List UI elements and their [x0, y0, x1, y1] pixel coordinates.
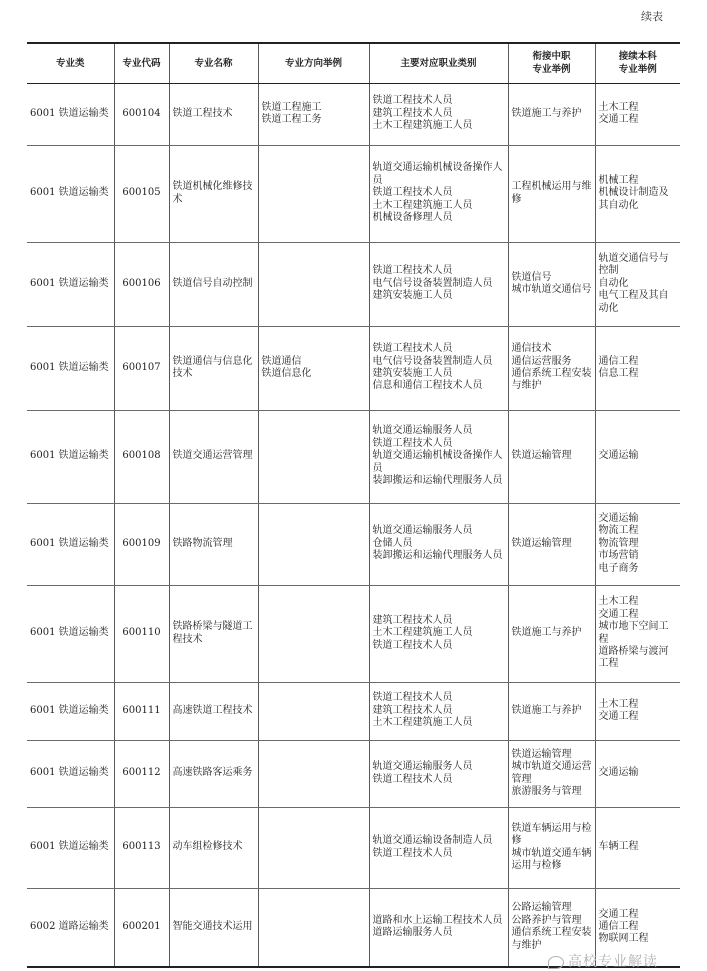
jobs-cell-line: 建筑工程技术人员: [372, 614, 453, 626]
table-row: [27, 807, 680, 888]
secondary-cell: [508, 807, 595, 888]
major-name-cell: 动车组检修技术: [169, 807, 258, 888]
jobs-cell-line: 轨道交通运输机械设备操作人员: [372, 450, 503, 474]
jobs-cell: [369, 807, 508, 888]
jobs-cell-line: 铁道工程技术人员: [372, 187, 453, 199]
major-name-cell: 高速铁路客运乘务: [169, 740, 258, 807]
code-cell: 600110: [114, 585, 169, 682]
jobs-cell: [369, 585, 508, 682]
table-row: [27, 740, 680, 807]
secondary-cell-line: 城市轨道交通信号: [511, 284, 592, 295]
bachelor-cell-line: 土木工程: [598, 596, 639, 608]
bachelor-cell-line: 交通工程: [598, 608, 639, 620]
direction-cell: [258, 888, 369, 967]
table-header-row: [27, 43, 680, 83]
bachelor-cell: [595, 83, 680, 145]
jobs-cell-line: 铁道工程技术人员: [372, 265, 453, 277]
jobs-cell-line: 建筑安装施工人员: [372, 368, 453, 379]
jobs-cell-line: 铁道工程技术人员: [372, 95, 453, 107]
bachelor-cell-line: 机械设计制造及其自动化: [598, 187, 669, 211]
watermark-text: 高校专业解读: [568, 954, 658, 970]
code-cell: 600105: [114, 145, 169, 242]
jobs-cell-line: 铁道工程技术人员: [372, 773, 453, 785]
direction-cell: [258, 83, 369, 145]
jobs-cell-line: 轨道交通运输服务人员: [372, 761, 473, 773]
header-bachelor: [595, 43, 680, 83]
bachelor-cell-line: 通信工程: [598, 921, 639, 933]
bachelor-cell-line: 物流管理: [598, 537, 639, 549]
secondary-cell-line: 公路养护与管理: [511, 914, 582, 926]
jobs-cell-line: 铁道工程技术人员: [372, 343, 453, 355]
secondary-cell: [508, 145, 595, 242]
major-catalog-table: [27, 42, 680, 968]
header-name: 专业名称: [169, 43, 258, 83]
bachelor-cell-line: 物联网工程: [598, 933, 649, 945]
secondary-cell: [508, 682, 595, 740]
bachelor-cell-line: 交通工程: [598, 908, 639, 920]
header-jobs: 主要对应职业类别: [369, 43, 508, 83]
bachelor-cell-line: 土木工程: [598, 101, 639, 113]
bachelor-cell-line: 道路桥梁与渡河工程: [598, 645, 669, 670]
direction-cell: [258, 503, 369, 585]
secondary-cell-line: 铁道施工与养护: [511, 627, 582, 639]
bachelor-cell: [595, 807, 680, 888]
bachelor-cell: [595, 503, 680, 585]
jobs-cell-line: 装卸搬运和运输代理服务人员: [372, 550, 503, 562]
jobs-cell: [369, 83, 508, 145]
direction-cell: [258, 682, 369, 740]
direction-cell: [258, 326, 369, 410]
table-row: [27, 585, 680, 682]
table-row: [27, 83, 680, 145]
code-cell: 600112: [114, 740, 169, 807]
jobs-cell-line: 建筑工程技术人员: [372, 107, 453, 119]
jobs-cell-line: 轨道交通运输服务人员: [372, 425, 473, 437]
direction-cell-line: 铁道信息化: [261, 368, 312, 379]
major-name-cell: 高速铁道工程技术: [169, 682, 258, 740]
bachelor-cell: [595, 740, 680, 807]
table-row: [27, 503, 680, 585]
jobs-cell-line: 轨道交通运输服务人员: [372, 525, 473, 537]
jobs-cell-line: 仓储人员: [372, 537, 413, 549]
jobs-cell-line: 电气信号设备装置制造人员: [372, 355, 493, 367]
major-name-cell: 铁道工程技术: [169, 83, 258, 145]
jobs-cell-line: 信息和通信工程技术人员: [372, 380, 483, 392]
jobs-cell-line: 铁道工程技术人员: [372, 692, 453, 704]
major-name-cell: 铁道信号自动控制: [169, 242, 258, 326]
header-bachelor-line1: 接续本科: [618, 51, 657, 63]
code-cell: 600109: [114, 503, 169, 585]
jobs-cell-line: 道路和水上运输工程技术人员: [372, 914, 503, 926]
header-secondary: [508, 43, 595, 83]
major-name-cell: 铁路桥梁与隧道工程技术: [169, 585, 258, 682]
major-name-cell: 铁道通信与信息化技术: [169, 326, 258, 410]
bachelor-cell-line: 信息工程: [598, 368, 639, 379]
category-cell: 6001 铁道运输类: [27, 740, 114, 807]
bachelor-cell-line: 车辆工程: [598, 841, 639, 853]
secondary-cell: [508, 242, 595, 326]
secondary-cell: [508, 740, 595, 807]
table-row: [27, 326, 680, 410]
code-cell: 600108: [114, 410, 169, 503]
secondary-cell-line: 城市轨道交通车辆运用与检修: [511, 847, 592, 871]
category-cell: 6002 道路运输类: [27, 888, 114, 967]
code-cell: 600104: [114, 83, 169, 145]
secondary-cell-line: 通信系统工程安装与维护: [511, 927, 592, 951]
bachelor-cell: [595, 682, 680, 740]
secondary-cell-line: 城市轨道交通运营管理: [511, 761, 592, 785]
direction-cell: [258, 740, 369, 807]
major-name-cell: 铁道交通运营管理: [169, 410, 258, 503]
code-cell: 600106: [114, 242, 169, 326]
jobs-cell-line: 轨道交通运输机械设备操作人员: [372, 162, 503, 186]
direction-cell: [258, 242, 369, 326]
jobs-cell: [369, 410, 508, 503]
jobs-cell-line: 道路运输服务人员: [372, 927, 453, 939]
bachelor-cell-line: 机械工程: [598, 174, 639, 186]
bachelor-cell-line: 轨道交通信号与控制: [598, 252, 669, 277]
secondary-cell-line: 工程机械运用与维修: [511, 181, 592, 205]
bachelor-cell-line: 城市地下空间工程: [598, 621, 669, 645]
header-code: 专业代码: [114, 43, 169, 83]
bachelor-cell-line: 通信工程: [598, 355, 639, 367]
bachelor-cell-line: 交通运输: [598, 512, 639, 524]
secondary-cell-line: 铁道施工与养护: [511, 107, 582, 119]
bachelor-cell-line: 市场营销: [598, 550, 639, 562]
secondary-cell: [508, 83, 595, 145]
category-cell: 6001 铁道运输类: [27, 585, 114, 682]
bachelor-cell-line: 交通运输: [598, 450, 639, 462]
table-row: [27, 410, 680, 503]
category-cell: 6001 铁道运输类: [27, 83, 114, 145]
code-cell: 600107: [114, 326, 169, 410]
secondary-cell: [508, 326, 595, 410]
category-cell: 6001 铁道运输类: [27, 242, 114, 326]
table-body: [27, 83, 680, 967]
bachelor-cell: [595, 242, 680, 326]
direction-cell: [258, 585, 369, 682]
secondary-cell: [508, 503, 595, 585]
jobs-cell: [369, 145, 508, 242]
bachelor-cell-line: 电气工程及其自动化: [598, 290, 669, 314]
header-secondary-line1: 衔接中职: [532, 51, 571, 63]
category-cell: 6001 铁道运输类: [27, 145, 114, 242]
category-cell: 6001 铁道运输类: [27, 326, 114, 410]
jobs-cell-line: 机械设备修理人员: [372, 212, 453, 224]
secondary-cell-line: 铁道运输管理: [511, 748, 572, 760]
code-cell: 600111: [114, 682, 169, 740]
header-category: 专业类: [27, 43, 114, 83]
category-cell: 6001 铁道运输类: [27, 410, 114, 503]
secondary-cell-line: 铁道车辆运用与检修: [511, 822, 592, 847]
secondary-cell-line: 铁道运输管理: [511, 450, 572, 462]
bachelor-cell-line: 交通工程: [598, 711, 639, 722]
bachelor-cell: [595, 410, 680, 503]
header-secondary-line2: 专业举例: [532, 64, 571, 76]
jobs-cell: [369, 682, 508, 740]
jobs-cell-line: 土木工程建筑施工人员: [372, 199, 473, 211]
category-cell: 6001 铁道运输类: [27, 807, 114, 888]
header-direction: 专业方向举例: [258, 43, 369, 83]
jobs-cell-line: 建筑工程技术人员: [372, 704, 453, 716]
secondary-cell-line: 通信技术: [511, 343, 552, 355]
bachelor-cell: [595, 326, 680, 410]
jobs-cell: [369, 326, 508, 410]
category-cell: 6001 铁道运输类: [27, 503, 114, 585]
table-row: [27, 145, 680, 242]
bachelor-cell-line: 土木工程: [598, 698, 639, 710]
jobs-cell-line: 铁道工程技术人员: [372, 437, 453, 449]
jobs-cell-line: 电气信号设备装置制造人员: [372, 277, 493, 289]
jobs-cell-line: 轨道交通运输设备制造人员: [372, 835, 493, 847]
jobs-cell-line: 装卸搬运和运输代理服务人员: [372, 475, 503, 487]
bachelor-cell-line: 交通工程: [598, 114, 639, 125]
category-cell: 6001 铁道运输类: [27, 682, 114, 740]
major-name-cell: 铁路物流管理: [169, 503, 258, 585]
bachelor-cell-line: 自动化: [598, 277, 629, 289]
secondary-cell-line: 铁道运输管理: [511, 537, 572, 549]
direction-cell-line: 铁道工程施工: [261, 101, 322, 113]
bachelor-cell-line: 物流工程: [598, 525, 639, 537]
major-name-cell: 智能交通技术运用: [169, 888, 258, 967]
watermark: [548, 951, 658, 971]
bachelor-cell-line: 交通运输: [598, 767, 639, 779]
jobs-cell: [369, 242, 508, 326]
jobs-cell-line: 铁道工程技术人员: [372, 639, 453, 651]
secondary-cell-line: 通信运营服务: [511, 355, 572, 367]
major-name-cell: 铁道机械化维修技术: [169, 145, 258, 242]
jobs-cell: [369, 740, 508, 807]
direction-cell-line: 铁道通信: [261, 355, 302, 367]
direction-cell: [258, 807, 369, 888]
direction-cell: [258, 410, 369, 503]
table-row: [27, 682, 680, 740]
code-cell: 600113: [114, 807, 169, 888]
bachelor-cell: [595, 585, 680, 682]
jobs-cell-line: 土木工程建筑施工人员: [372, 717, 473, 729]
continued-label: 续表: [641, 10, 663, 23]
direction-cell-line: 铁道工程工务: [261, 114, 322, 125]
jobs-cell: [369, 888, 508, 967]
code-cell: 600201: [114, 888, 169, 967]
bachelor-cell-line: 电子商务: [598, 562, 639, 574]
table-row: [27, 242, 680, 326]
secondary-cell-line: 通信系统工程安装与维护: [511, 368, 592, 392]
secondary-cell: [508, 410, 595, 503]
secondary-cell-line: 铁道信号: [511, 271, 552, 283]
bachelor-cell: [595, 145, 680, 242]
jobs-cell-line: 建筑安装施工人员: [372, 290, 453, 302]
secondary-cell: [508, 585, 595, 682]
direction-cell: [258, 145, 369, 242]
secondary-cell-line: 旅游服务与管理: [511, 785, 582, 797]
secondary-cell-line: 公路运输管理: [511, 902, 572, 914]
jobs-cell-line: 土木工程建筑施工人员: [372, 120, 473, 132]
jobs-cell: [369, 503, 508, 585]
jobs-cell-line: 土木工程建筑施工人员: [372, 627, 473, 639]
secondary-cell-line: 铁道施工与养护: [511, 704, 582, 716]
header-bachelor-line2: 专业举例: [618, 64, 657, 76]
jobs-cell-line: 铁道工程技术人员: [372, 847, 453, 859]
